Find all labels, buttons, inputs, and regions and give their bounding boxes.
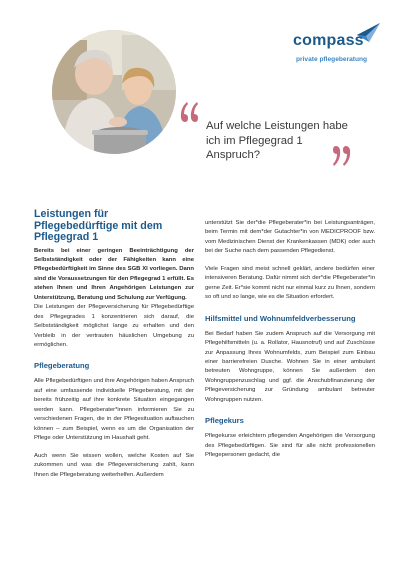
pflegeberatung-paragraph-2: Auch wenn Sie wissen wollen, welche Kosten auf Sie zukommen und was die Pflegeversicherung zahlt, kann Ihnen die Pflegeberatung weiterhelfen. Außerdem: [34, 452, 194, 478]
heading-hilfsmittel: Hilfsmittel und Wohnumfeldverbesserung: [205, 313, 356, 323]
article-left-column: [34, 209, 194, 488]
article-title: Leistungen für Pflegebedürftige mit dem Pflegegrad 1: [34, 208, 163, 243]
pull-quote-text: Auf welche Leistungen habe ich im Pflegegrad 1 Anspruch?: [206, 120, 348, 161]
heading-pflegeberatung: Pflegeberatung: [34, 361, 90, 371]
hilfsmittel-paragraph: Bei Bedarf haben Sie zudem Anspruch auf die Versorgung mit Pflegehilfsmitteln (u. a. Rollator, Hausnotruf) und auf Zuschüsse zur Anpassung Ihres Wohnumfelds, zum Beispiel zum Einbau einer barrierefreien Dusche. Wohnen Sie in einer ambulant betreuten Wohngruppe, können Sie außerdem den Wohngruppenzuschlag und ggf. die Anschubfinanzierung der Pflegeversicherung zur Gründung ambulant betreuter Wohngruppen nutzen.: [205, 330, 375, 403]
logo-brand-text: compass: [293, 32, 364, 49]
pflegeberatung-paragraph-3: unterstützt Sie der*die Pflegeberater*in bei Leistungsanträgen, beim Termin mit dem*der Gutachter*in von MEDICPROOF bzw. vom Medizinischen Dienst der Krankenkassen (MDK) oder auch bei der Suche nach dem passenden Pflegedienst.: [205, 220, 375, 255]
cooking-photo-illustration: [52, 30, 176, 154]
heading-pflegekurs: Pflegekurs: [205, 416, 244, 426]
logo-subtitle: private pflegeberatung: [296, 56, 368, 63]
article-intro-2: Die Leistungen der Pflegeversicherung für Pflegebedürftige des Pflegegrades 1 konzentrieren sich darauf, die Selbstständigkeit möglichst lange zu erhalten und den Verbleib in der vertrauten häuslichen Umgebung zu ermöglichen.: [34, 304, 194, 349]
article-right-column: [205, 219, 375, 461]
article-intro: Bereits bei einer geringen Beeinträchtigung der Selbstständigkeit oder der Fähigkeiten kann eine Pflegebedürftigkeit im Sinne des SGB XI vorliegen. Dann sind die Voraussetzungen für den Pflegegrad 1 erfüllt. Es stehen Ihnen und Ihren Angehörigen Leistungen zur Unterstützung, Beratung und Schulung zur Verfügung.: [34, 247, 194, 301]
compass-logo: [291, 22, 383, 70]
pflegekurs-paragraph: Pflegekurse erleichtern pflegenden Angehörigen die Versorgung des Pflegebedürftigen. Sie sind für alle nicht professionellen Pflegepersonen gedacht, die: [205, 433, 375, 459]
pflegeberatung-paragraph-1: Alle Pflegebedürftigen und ihre Angehörigen haben Anspruch auf eine umfassende individuelle Pflegeberatung, mit der bereits frühzeitig auf ihre konkrete Situation eingegangen werden kann. Pflegeberater*innen informieren Sie zu verschiedenen Fragen, die in der Pflegesituation auftauchen können – zum Beispiel, wenn es um die Organisation der Pflege oder Unterstützung im Haushalt geht.: [34, 378, 194, 442]
pflegeberatung-paragraph-4: Viele Fragen sind meist schnell geklärt, andere bedürfen einer intensiveren Beratung. Dafür nimmt sich der*die Pflegeberater*in gerne Zeit. Er*sie kommt nicht nur einmal kurz zu Ihnen, sondern so oft und so lange, wie es die Situation erfordert.: [205, 265, 375, 301]
quote-open-icon: [178, 100, 200, 128]
header-photo: [52, 30, 176, 154]
quote-close-icon: [331, 140, 353, 168]
